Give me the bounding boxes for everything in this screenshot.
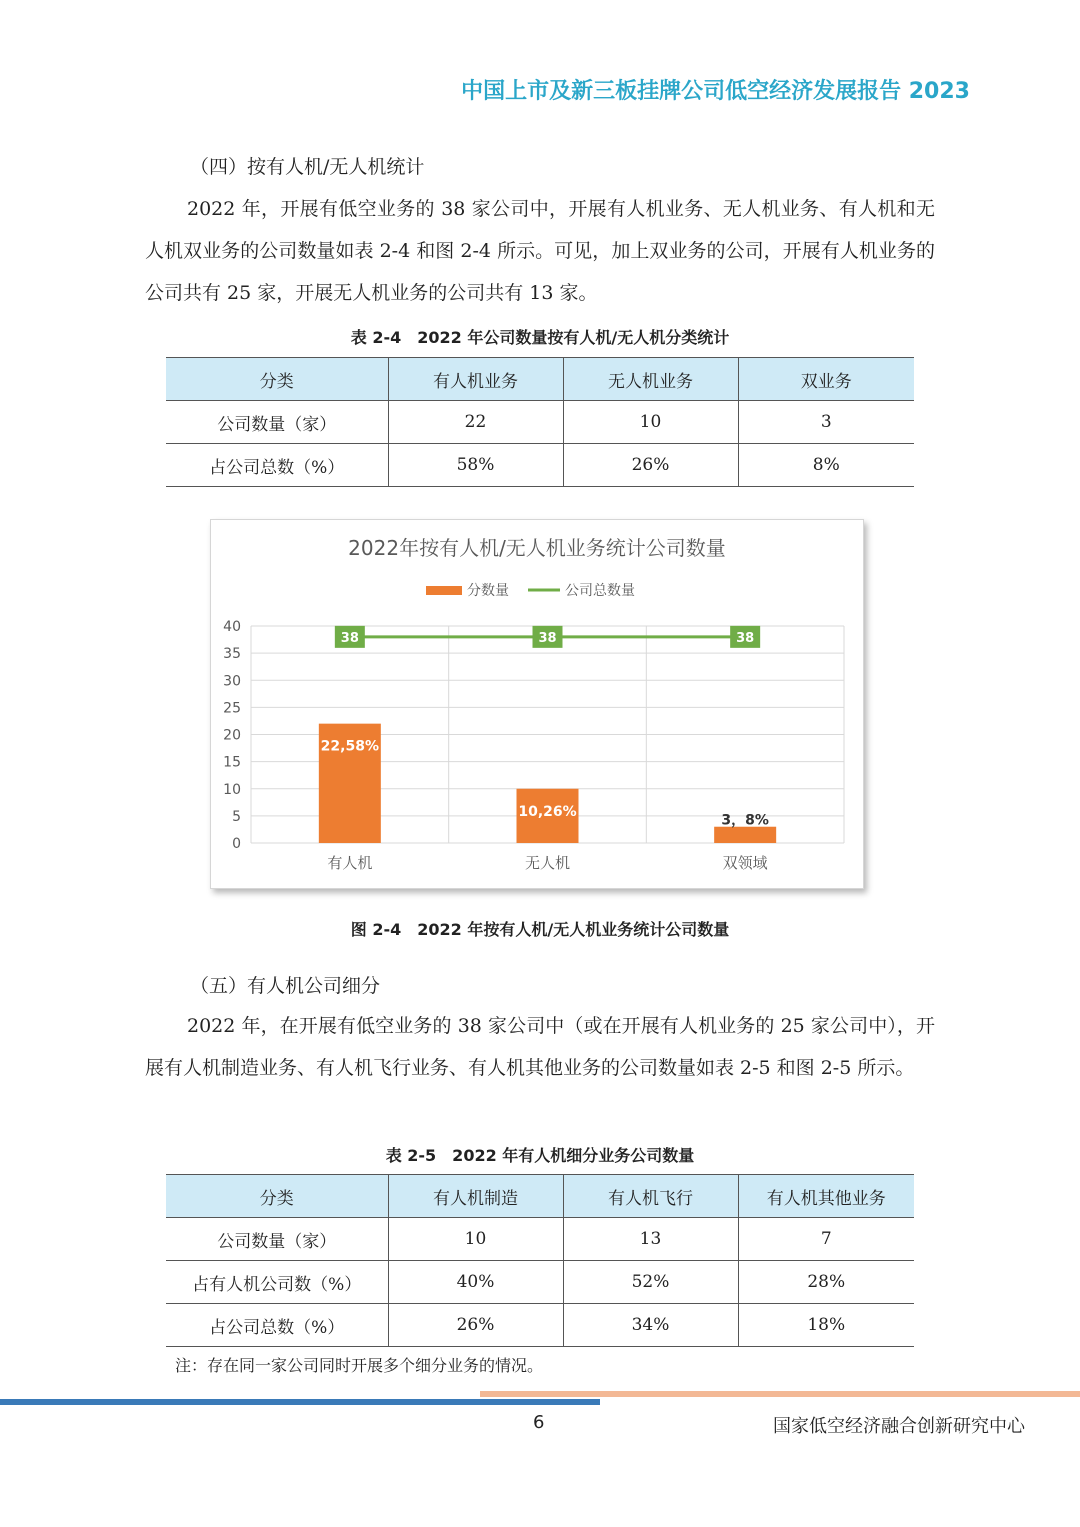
table-header-cell: 分类 xyxy=(166,1175,388,1218)
x-tick-label: 无人机 xyxy=(524,854,571,872)
chart-2-4 xyxy=(210,519,864,889)
section-5-paragraph: 2022 年，在开展有低空业务的 38 家公司中（或在开展有人机业务的 25 家公司中），开展有人机制造业务、有人机飞行业务、有人机其他业务的公司数量如表 2-5 和图 2-5 所示。 xyxy=(145,1015,935,1079)
table-header-cell: 有人机制造 xyxy=(388,1175,563,1218)
table-cell: 26% xyxy=(388,1304,563,1347)
footer-organization: 国家低空经济融合创新研究中心 xyxy=(773,1416,1025,1437)
table-row xyxy=(166,1218,914,1261)
table-2-5 xyxy=(166,1174,914,1347)
table-header-cell: 有人机业务 xyxy=(388,358,563,401)
table-cell: 40% xyxy=(388,1261,563,1304)
section-4-paragraph: 2022 年，开展有低空业务的 38 家公司中，开展有人机业务、无人机业务、有人机和无人机双业务的公司数量如表 2-4 和图 2-4 所示。可见，加上双业务的公司，开展有人机业务的公司共有 25 家，开展无人机业务的公司共有 13 家。 xyxy=(145,198,935,304)
bar xyxy=(714,827,776,843)
chart-title: 2022年按有人机/无人机业务统计公司数量 xyxy=(348,536,726,560)
table-cell: 占公司总数（%） xyxy=(166,1304,388,1347)
x-tick-label: 双领域 xyxy=(722,854,768,872)
y-tick-label: 5 xyxy=(232,808,241,825)
bar-data-label: 3，8% xyxy=(721,812,769,829)
page-number: 6 xyxy=(533,1412,545,1433)
table-cell: 10 xyxy=(563,401,738,444)
table-cell: 18% xyxy=(738,1304,914,1347)
y-tick-label: 30 xyxy=(223,673,241,690)
table-2-4-caption: 表 2-4 2022 年公司数量按有人机/无人机分类统计 xyxy=(350,328,730,347)
table-cell: 占有人机公司数（%） xyxy=(166,1261,388,1304)
y-tick-label: 10 xyxy=(223,781,241,798)
line-data-label: 38 xyxy=(538,630,557,646)
section-5-heading: （五）有人机公司细分 xyxy=(190,975,381,997)
table-cell: 52% xyxy=(563,1261,738,1304)
table-cell: 8% xyxy=(738,444,914,487)
table-2-5-note: 注：存在同一家公司同时开展多个细分业务的情况。 xyxy=(175,1356,544,1375)
y-tick-label: 35 xyxy=(223,646,241,663)
footer-accent-bar-orange xyxy=(480,1391,1080,1397)
legend-swatch-bar xyxy=(426,586,462,595)
bar-data-label: 22,58% xyxy=(320,738,379,755)
figure-2-4-caption: 图 2-4 2022 年按有人机/无人机业务统计公司数量 xyxy=(350,920,730,939)
chart-legend xyxy=(426,582,635,599)
y-tick-label: 15 xyxy=(223,754,241,771)
line-data-label: 38 xyxy=(736,630,755,646)
y-tick-label: 40 xyxy=(223,619,241,635)
table-cell: 公司数量（家） xyxy=(166,401,388,444)
table-cell: 22 xyxy=(388,401,563,444)
y-tick-label: 25 xyxy=(223,700,241,717)
table-row xyxy=(166,1261,914,1304)
table-cell: 占公司总数（%） xyxy=(166,444,388,487)
table-cell: 公司数量（家） xyxy=(166,1218,388,1261)
chart-svg xyxy=(211,520,863,888)
table-row xyxy=(166,444,914,487)
table-cell: 28% xyxy=(738,1261,914,1304)
footer-accent-bar-blue xyxy=(0,1399,600,1405)
section-4-heading: （四）按有人机/无人机统计 xyxy=(190,156,425,178)
legend-label-bar: 分数量 xyxy=(467,583,509,599)
report-header-title: 中国上市及新三板挂牌公司低空经济发展报告 2023 xyxy=(461,79,970,104)
legend-label-line: 公司总数量 xyxy=(565,583,635,599)
table-cell: 7 xyxy=(738,1218,914,1261)
table-row xyxy=(166,401,914,444)
table-2-5-caption: 表 2-5 2022 年有人机细分业务公司数量 xyxy=(385,1146,695,1165)
table-row xyxy=(166,1304,914,1347)
table-cell: 3 xyxy=(738,401,914,444)
table-header-cell: 有人机飞行 xyxy=(563,1175,738,1218)
table-header-cell: 有人机其他业务 xyxy=(738,1175,914,1218)
y-tick-label: 0 xyxy=(232,836,241,852)
line-data-label: 38 xyxy=(340,630,359,646)
x-tick-label: 有人机 xyxy=(327,854,373,872)
table-header-cell: 分类 xyxy=(166,358,388,401)
table-cell: 10 xyxy=(388,1218,563,1261)
table-2-4 xyxy=(166,357,914,487)
table-cell: 26% xyxy=(563,444,738,487)
table-cell: 34% xyxy=(563,1304,738,1347)
table-cell: 13 xyxy=(563,1218,738,1261)
table-cell: 58% xyxy=(388,444,563,487)
table-header-cell: 无人机业务 xyxy=(563,358,738,401)
bar-data-label: 10,26% xyxy=(518,803,577,820)
y-tick-label: 20 xyxy=(223,727,241,744)
table-header-cell: 双业务 xyxy=(738,358,914,401)
